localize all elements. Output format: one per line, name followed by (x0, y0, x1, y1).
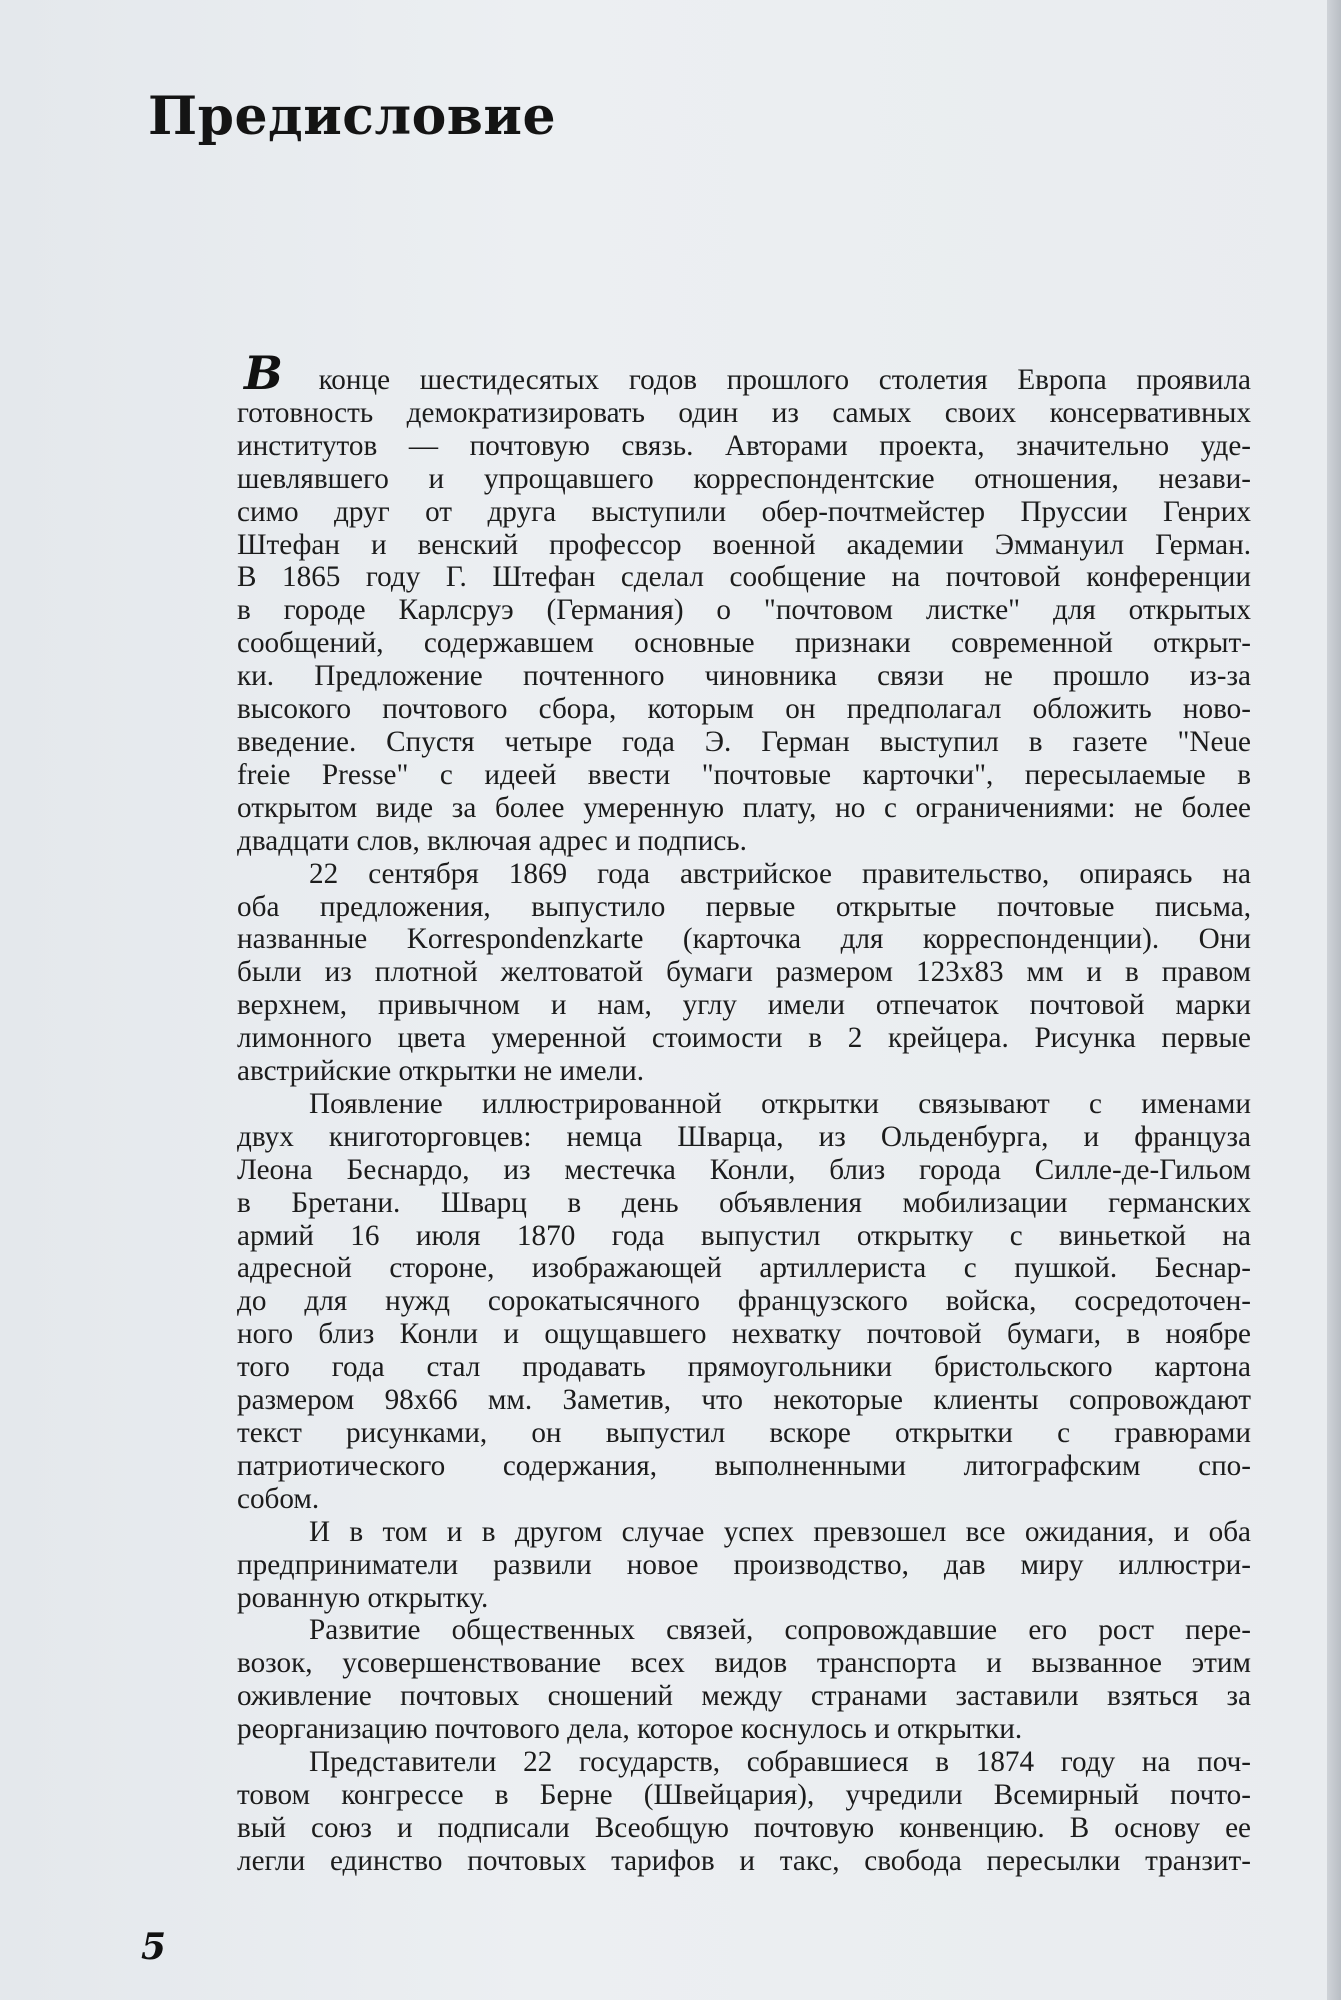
text-line: В 1865 году Г. Штефан сделал сообщение на почтовой конференции (237, 561, 1251, 594)
text-line: freie Presse" с идеей ввести "почтовые карточки", пересылаемые в (237, 758, 1251, 791)
text-line: оживление почтовых сношений между странами заставили взяться за (237, 1680, 1251, 1713)
text-line: введение. Спустя четыре года Э. Герман выступил в газете "Neue (237, 725, 1251, 758)
text-line: И в том и в другом случае успех превзошел все ожидания, и оба (309, 1515, 1251, 1548)
text-line: двух книготорговцев: немца Шварца, из Ольденбурга, и француза (237, 1120, 1251, 1153)
text-line: патриотического содержания, выполненными литографским спо- (237, 1449, 1251, 1482)
text-line: институтов — почтовую связь. Авторами проекта, значительно уде- (237, 429, 1251, 462)
text-line: Появление иллюстрированной открытки связывают с именами (309, 1087, 1251, 1120)
text-line: предприниматели развили новое производство, дав миру иллюстри- (237, 1548, 1251, 1581)
text-line: возок, усовершенствование всех видов транспорта и вызванное этим (237, 1647, 1251, 1680)
text-line: Развитие общественных связей, сопровождавшие его рост пере- (309, 1614, 1251, 1647)
text-line: ки. Предложение почтенного чиновника связи не прошло из-за (237, 660, 1251, 693)
text-line: армий 16 июля 1870 года выпустил открытку с виньеткой на (237, 1219, 1251, 1252)
text-line: Штефан и венский профессор военной академии Эммануил Герман. (237, 528, 1251, 561)
text-line: австрийские открытки не имели. (237, 1055, 645, 1088)
page-title: Предисловие (148, 86, 557, 147)
text-line: высокого почтового сбора, которым он предполагал обложить ново- (237, 693, 1251, 726)
text-line: ного близ Конли и ощущавшего нехватку почтовой бумаги, в ноябре (237, 1318, 1251, 1351)
text-line: в городе Карлсруэ (Германия) о "почтовом листке" для открытых (237, 594, 1251, 627)
text-line: открытом виде за более умеренную плату, но с ограничениями: не более (237, 791, 1251, 824)
body-text (237, 346, 1251, 1878)
text-line: реорганизацию почтового дела, которое коснулось и открытки. (237, 1713, 1023, 1746)
text-line: оба предложения, выпустило первые открытые почтовые письма, (237, 890, 1251, 923)
text-line: вый союз и подписали Всеобщую почтовую конвенцию. В основу ее (237, 1811, 1251, 1844)
text-line: собом. (237, 1482, 320, 1515)
text-line: готовность демократизировать один из самых своих консервативных (237, 396, 1251, 429)
text-line: до для нужд сорокатысячного французского войска, сосредоточен- (237, 1285, 1251, 1318)
text-line: рованную открытку. (237, 1581, 489, 1614)
page-edge (1327, 0, 1341, 2000)
text-line: сообщений, содержавшем основные признаки современной открыт- (237, 627, 1251, 660)
text-line: Леона Беснардо, из местечка Конли, близ города Силле-де-Гильом (237, 1153, 1251, 1186)
text-line: лимонного цвета умеренной стоимости в 2 крейцера. Рисунка первые (237, 1022, 1251, 1055)
text-line: адресной стороне, изображающей артиллериста с пушкой. Беснар- (237, 1252, 1251, 1285)
drop-cap: В (244, 346, 283, 400)
page-number: 5 (141, 1926, 167, 1968)
text-line: текст рисунками, он выпустил вскоре открытки с гравюрами (237, 1417, 1251, 1449)
text-line: товом конгрессе в Берне (Швейцария), учредили Всемирный почто- (237, 1778, 1251, 1811)
text-line: Представители 22 государств, собравшиеся в 1874 году на поч- (309, 1746, 1251, 1779)
text-line: верхнем, привычном и нам, углу имели отпечаток почтовой марки (237, 989, 1251, 1022)
text-line: шевлявшего и упрощавшего корреспондентские отношения, незави- (237, 462, 1251, 495)
text-line: 22 сентября 1869 года австрийское правительство, опираясь на (309, 857, 1251, 890)
text-line: были из плотной желтоватой бумаги размером 123х83 мм и в правом (237, 956, 1251, 989)
text-line: В конце шестидесятых годов прошлого столетия Европа проявила (244, 346, 1251, 400)
text-line: того года стал продавать прямоугольники бристольского картона (237, 1351, 1251, 1384)
text-line: названные Korrespondenzkarte (карточка для корреспонденции). Они (237, 923, 1251, 956)
text-line: размером 98х66 мм. Заметив, что некоторые клиенты сопровождают (237, 1384, 1251, 1417)
text-line: симо друг от друга выступили обер-почтмейстер Пруссии Генрих (237, 495, 1251, 528)
text-line: легли единство почтовых тарифов и такс, свобода пересылки транзит- (237, 1844, 1251, 1877)
text-line: двадцати слов, включая адрес и подпись. (237, 824, 747, 857)
text-line: в Бретани. Шварц в день объявления мобилизации германских (237, 1186, 1251, 1219)
